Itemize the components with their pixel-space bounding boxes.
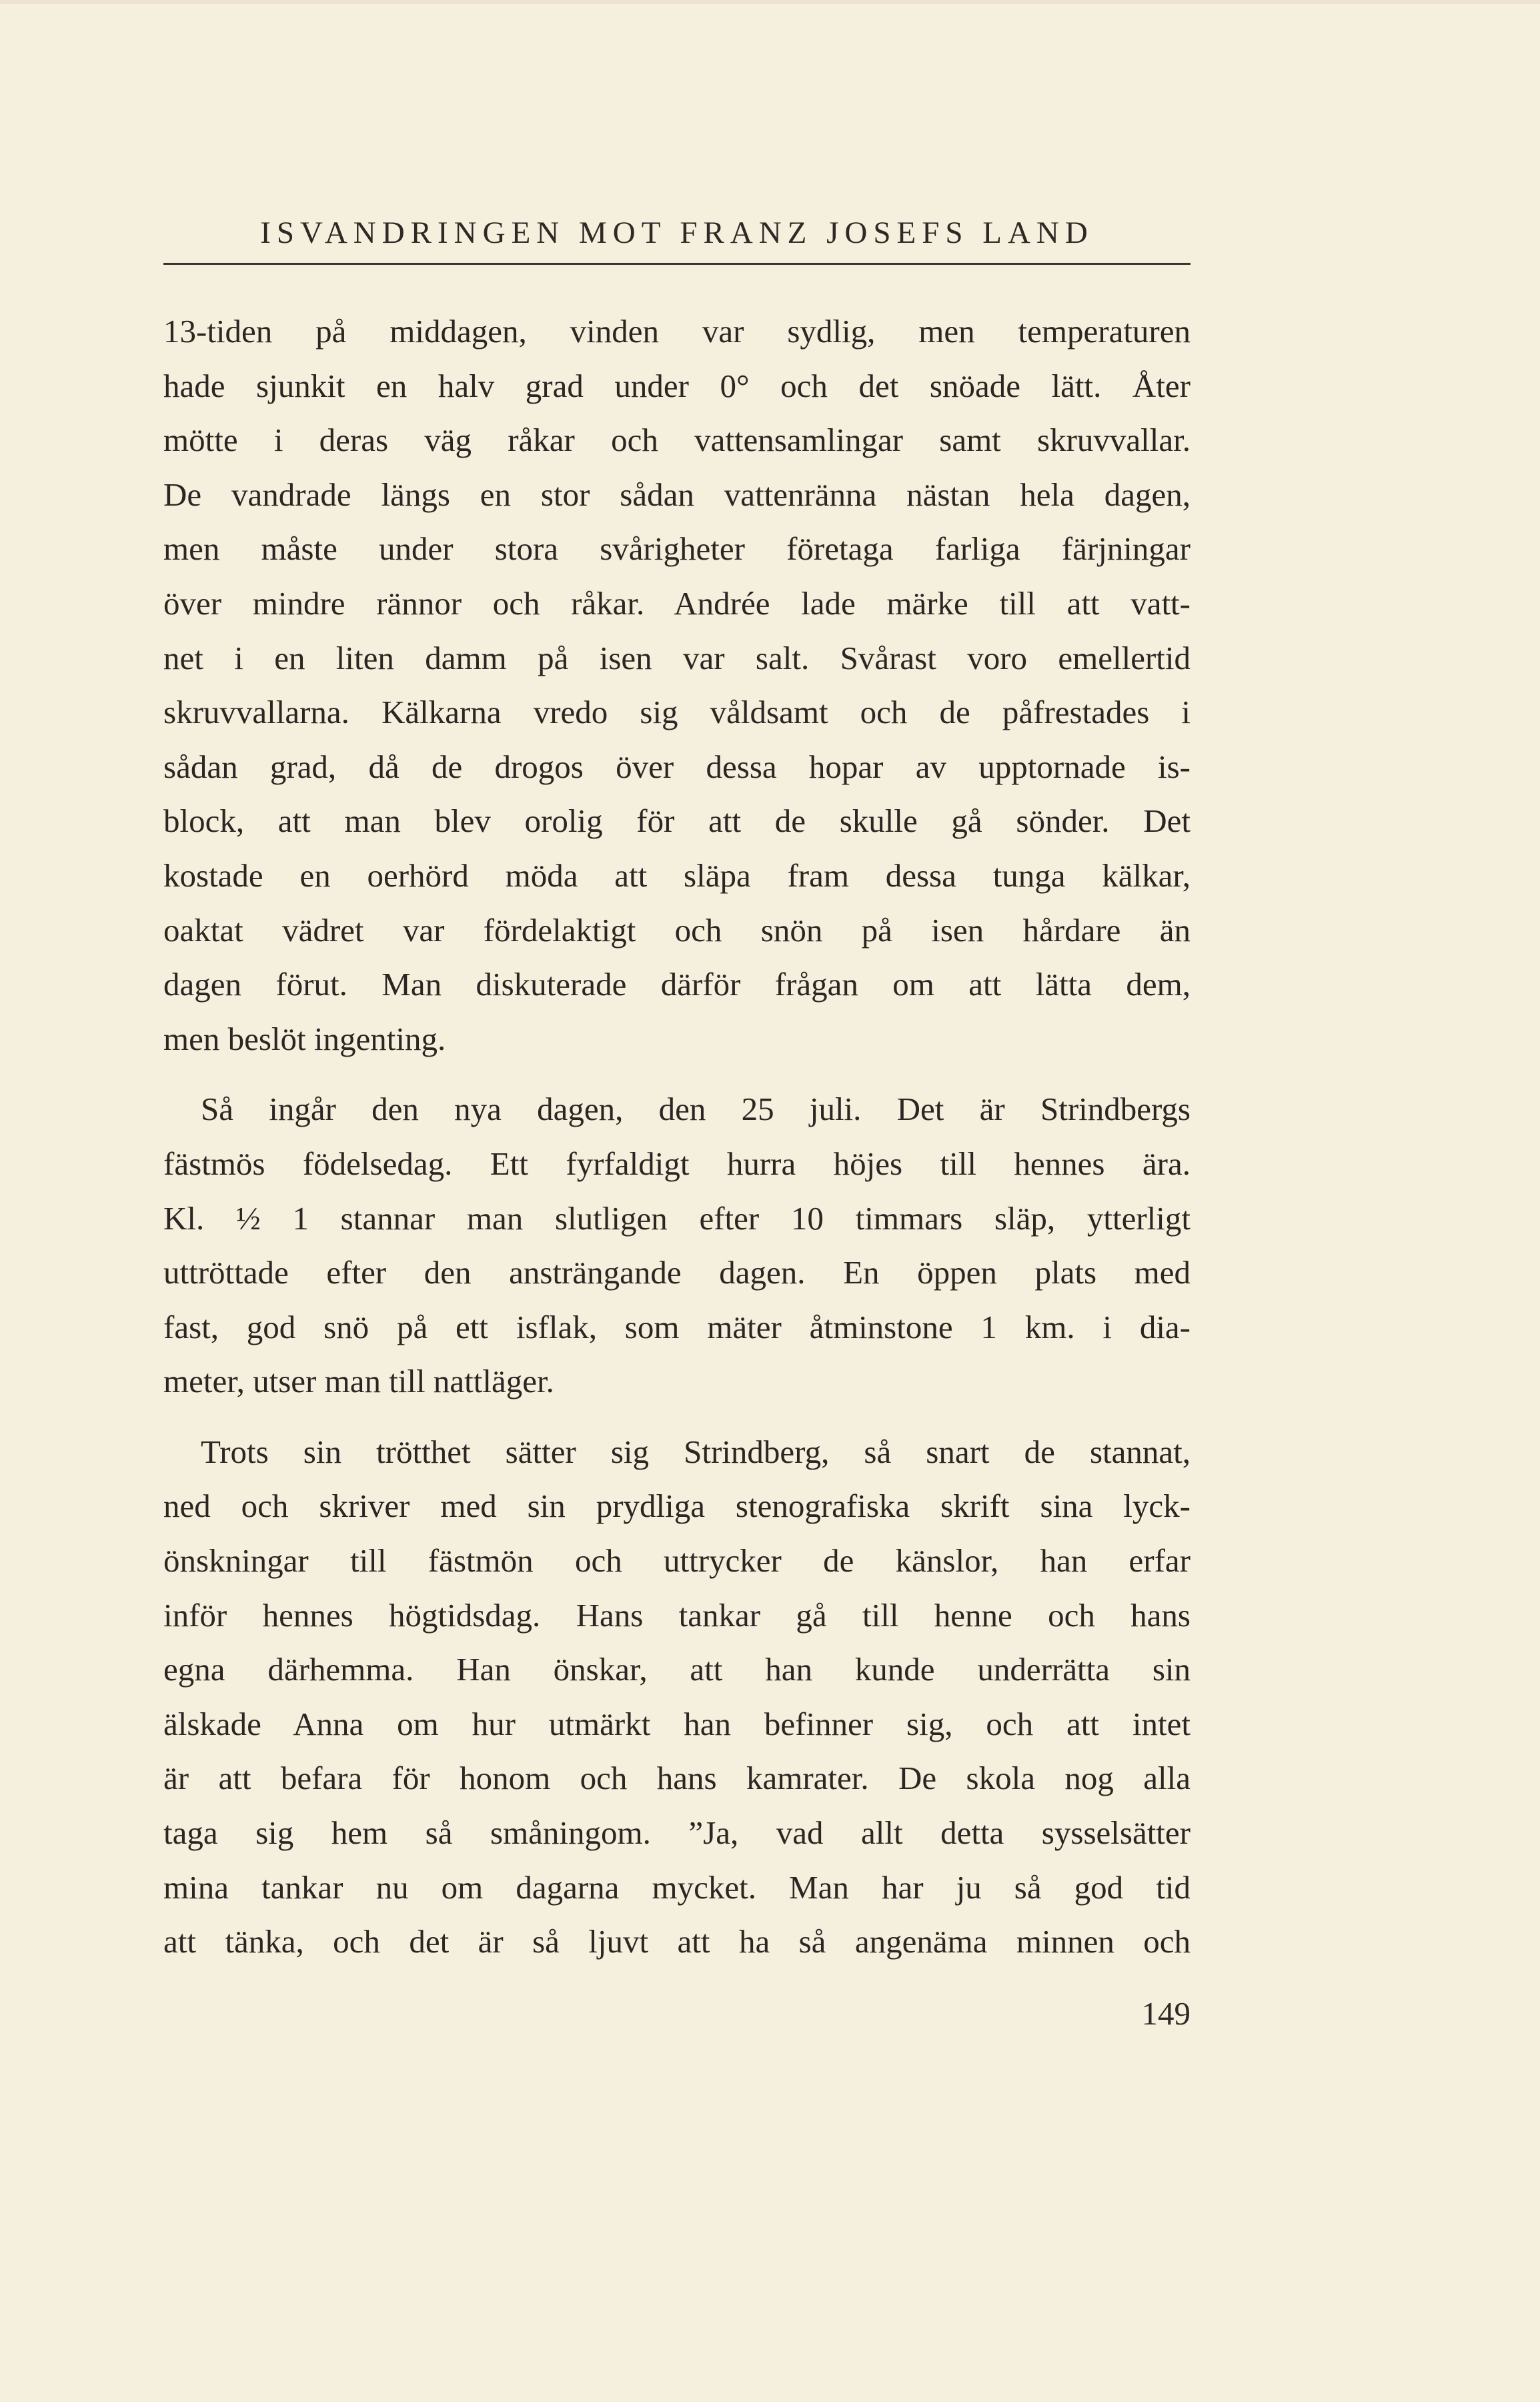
- page-top-edge: [0, 0, 1540, 4]
- text-line: Trots sin trötthet sätter sig Strindberg, så snart de stannat,: [201, 1433, 1191, 1470]
- text-line: sådan grad, då de drogos över dessa hopar av upptornade is-: [163, 748, 1191, 785]
- text-line: egna därhemma. Han önskar, att han kunde underrätta sin: [163, 1651, 1191, 1688]
- body-text: [163, 304, 1191, 1969]
- text-line: att tänka, och det är så ljuvt att ha så angenäma minnen och: [163, 1923, 1191, 1960]
- paragraph-3: [163, 1425, 1191, 1969]
- text-line: över mindre rännor och råkar. Andrée lade märke till att vatt-: [163, 584, 1191, 622]
- text-line: mötte i deras väg råkar och vattensamlingar samt skruvvallar.: [163, 422, 1191, 459]
- text-line: Kl. ½ 1 stannar man slutligen efter 10 timmars släp, ytterligt: [163, 1199, 1191, 1237]
- text-line: taga sig hem så småningom. ”Ja, vad allt detta sysselsätter: [163, 1814, 1191, 1852]
- paragraph-1: [163, 304, 1191, 1066]
- text-line: ned och skriver med sin prydliga stenografiska skrift sina lyck-: [163, 1487, 1191, 1525]
- text-line: fast, god snö på ett isflak, som mäter åtminstone 1 km. i dia-: [163, 1308, 1191, 1345]
- text-line: skruvvallarna. Kälkarna vredo sig våldsamt och de påfrestades i: [163, 694, 1191, 731]
- text-line: önskningar till fästmön och uttrycker de känslor, han erfar: [163, 1542, 1191, 1580]
- text-line: kostade en oerhörd möda att släpa fram dessa tunga kälkar,: [163, 856, 1191, 894]
- text-line: fästmös födelsedag. Ett fyrfaldigt hurra höjes till hennes ära.: [163, 1145, 1191, 1182]
- text-line: block, att man blev orolig för att de skulle gå sönder. Det: [163, 802, 1191, 840]
- header-rule: [163, 263, 1191, 265]
- text-line: är att befara för honom och hans kamrater. De skola nog alla: [163, 1760, 1191, 1797]
- text-line: men beslöt ingenting.: [163, 1020, 446, 1057]
- text-line: älskade Anna om hur utmärkt han befinner sig, och att intet: [163, 1705, 1191, 1742]
- text-line: net i en liten damm på isen var salt. Svårast voro emellertid: [163, 639, 1191, 676]
- text-line: hade sjunkit en halv grad under 0° och det snöade lätt. Åter: [163, 367, 1191, 404]
- paragraph-2: [163, 1082, 1191, 1409]
- text-line: men måste under stora svårigheter företaga farliga färjningar: [163, 530, 1191, 568]
- text-line: meter, utser man till nattläger.: [163, 1363, 554, 1400]
- text-line: Så ingår den nya dagen, den 25 juli. Det är Strindbergs: [201, 1091, 1191, 1128]
- text-line: inför hennes högtidsdag. Hans tankar gå till henne och hans: [163, 1596, 1191, 1634]
- text-line: uttröttade efter den ansträngande dagen. En öppen plats med: [163, 1254, 1191, 1291]
- text-line: mina tankar nu om dagarna mycket. Man har ju så god tid: [163, 1868, 1191, 1906]
- text-line: dagen förut. Man diskuterade därför frågan om att lätta dem,: [163, 966, 1191, 1003]
- running-title: ISVANDRINGEN MOT FRANZ JOSEFS LAND: [260, 215, 1094, 250]
- text-line: oaktat vädret var fördelaktigt och snön på isen hårdare än: [163, 911, 1191, 949]
- text-line: 13-tiden på middagen, vinden var sydlig, men temperaturen: [163, 313, 1191, 350]
- page-number: 149: [1141, 1995, 1191, 2032]
- text-line: De vandrade längs en stor sådan vattenränna nästan hela dagen,: [163, 476, 1191, 513]
